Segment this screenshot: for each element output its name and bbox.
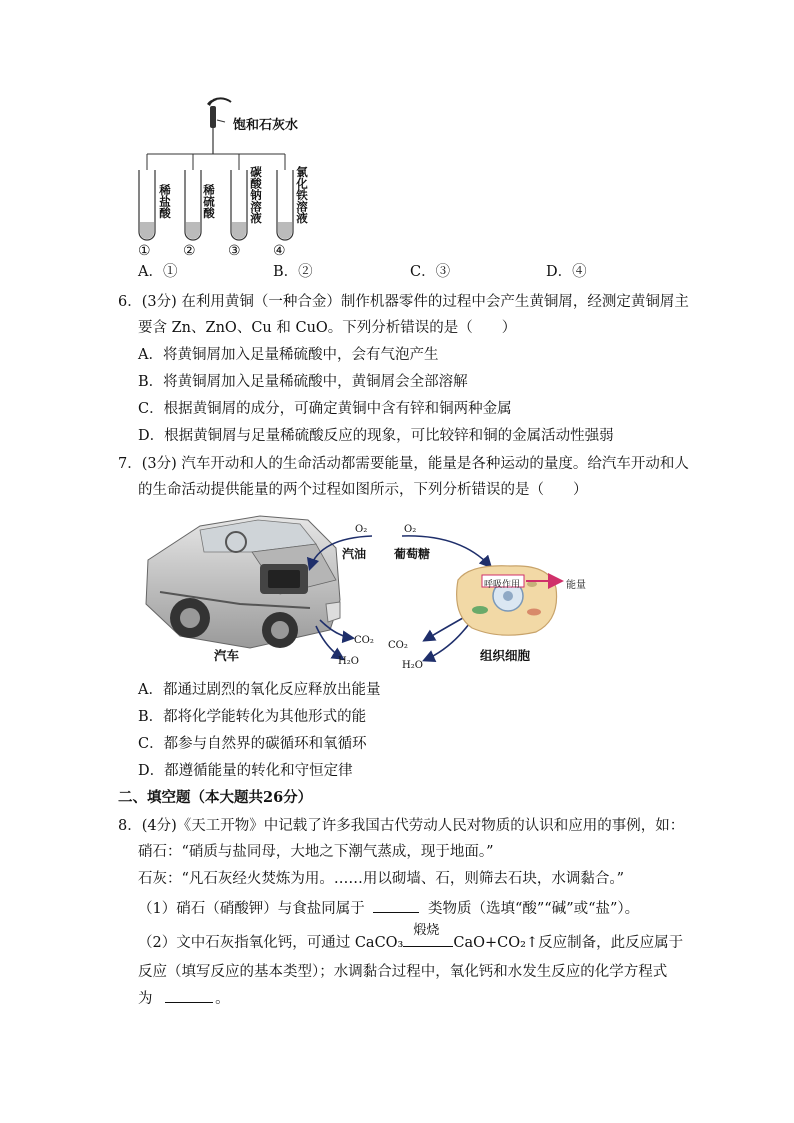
co2-label-cell: CO₂	[388, 640, 408, 651]
q5-option-c[interactable]: C．③	[410, 264, 451, 280]
q8-part1	[138, 898, 639, 919]
q8-part2-line3	[138, 988, 230, 1009]
q5-option-b[interactable]: B．②	[273, 264, 313, 280]
tube-label-2: 稀硫酸	[202, 184, 216, 219]
h2o-label-car: H₂O	[338, 656, 359, 667]
section-title-fill-in: 二、填空题（本大题共26分）	[118, 789, 313, 806]
car-illustration	[146, 516, 340, 648]
q8-part1-blank[interactable]	[373, 898, 419, 913]
q8-part2-blank[interactable]	[165, 988, 213, 1003]
respiration-label: 呼吸作用	[484, 580, 521, 590]
q7-option-c[interactable]: C．都参与自然界的碳循环和氧循环	[138, 736, 367, 752]
tube-label-3: 碳酸钠溶液	[249, 166, 263, 224]
energy-process-diagram	[140, 508, 610, 673]
q7-stem-line1: 7．(3分) 汽车开动和人的生命活动都需要能量，能量是各种运动的量度。给汽车开动和人	[118, 456, 689, 472]
q8-part2-line3-a: 为	[138, 991, 153, 1007]
q7-option-a[interactable]: A．都通过剧烈的氧化反应释放出能量	[138, 682, 381, 698]
energy-process-figure	[140, 508, 610, 673]
tube-label-1: 稀盐酸	[158, 184, 172, 219]
glucose-label: 葡萄糖	[394, 547, 431, 561]
q8-part2-line3-b: 。	[215, 991, 230, 1007]
lime-water-label: 饱和石灰水	[233, 118, 299, 133]
tube-number-4: ④	[273, 243, 286, 259]
q8-part1-text-b: 类物质（选填“酸”“碱”或“盐”）。	[427, 901, 640, 917]
q7-option-b[interactable]: B．都将化学能转化为其他形式的能	[138, 709, 367, 725]
q6-option-d[interactable]: D．根据黄铜屑与足量稀硫酸反应的现象，可比较锌和铜的金属活动性强弱	[138, 428, 614, 444]
o2-label-cell: O₂	[404, 524, 417, 535]
q8-part2-text-b: CaO+CO₂↑反应制备，此反应属于	[453, 935, 684, 951]
h2o-label-cell: H₂O	[402, 660, 423, 671]
co2-label-car: CO₂	[354, 635, 374, 646]
q8-part2-line1	[138, 923, 684, 953]
q6-stem-line1: 6．(3分) 在利用黄铜（一种合金）制作机器零件的过程中会产生黄铜屑，经测定黄铜屑主	[118, 294, 689, 310]
tube-number-2: ②	[183, 243, 196, 259]
q8-quote-saltpeter: 硝石：“硝质与盐同母，大地之下潮气蒸成，现于地面。”	[138, 844, 494, 860]
q8-part2-line2: 反应（填写反应的基本类型）；水调黏合过程中，氧化钙和水发生反应的化学方程式	[138, 964, 668, 980]
q5-option-d[interactable]: D．④	[546, 264, 587, 280]
q8-part1-text-a: （1）硝石（硝酸钾）与食盐同属于	[138, 901, 365, 917]
q6-stem-line2: 要含 Zn、ZnO、Cu 和 CuO。下列分析错误的是（ ）	[138, 320, 517, 336]
car-label: 汽车	[214, 648, 240, 663]
q6-option-b[interactable]: B．将黄铜屑加入足量稀硫酸中，黄铜屑会全部溶解	[138, 374, 468, 390]
tube-label-4: 氯化铁溶液	[295, 166, 309, 224]
q8-part2-text-a: （2）文中石灰指氧化钙，可通过 CaCO₃	[138, 935, 404, 951]
reaction-condition-arrow	[403, 923, 453, 947]
q8-stem-line1: 8．(4分)《天工开物》中记载了许多我国古代劳动人民对物质的认识和应用的事例，如：	[118, 818, 685, 834]
q5-option-a[interactable]: A．①	[138, 264, 178, 280]
energy-label: 能量	[566, 580, 586, 591]
reaction-condition: 煅烧	[413, 923, 440, 938]
q6-option-a[interactable]: A．将黄铜屑加入足量稀硫酸中，会有气泡产生	[138, 347, 439, 363]
tube-number-1: ①	[138, 243, 151, 259]
tube-number-3: ③	[228, 243, 241, 259]
q7-option-d[interactable]: D．都遵循能量的转化和守恒定律	[138, 763, 353, 779]
q7-stem-line2: 的生命活动提供能量的两个过程如图所示，下列分析错误的是（ ）	[138, 482, 588, 498]
q6-option-c[interactable]: C．根据黄铜屑的成分，可确定黄铜中含有锌和铜两种金属	[138, 401, 512, 417]
gasoline-label: 汽油	[342, 547, 367, 561]
cell-label: 组织细胞	[480, 648, 531, 663]
o2-label-car: O₂	[355, 524, 368, 535]
q8-quote-lime: 石灰：“凡石灰经火焚炼为用。……用以砌墙、石，则筛去石块，水调黏合。”	[138, 871, 625, 887]
